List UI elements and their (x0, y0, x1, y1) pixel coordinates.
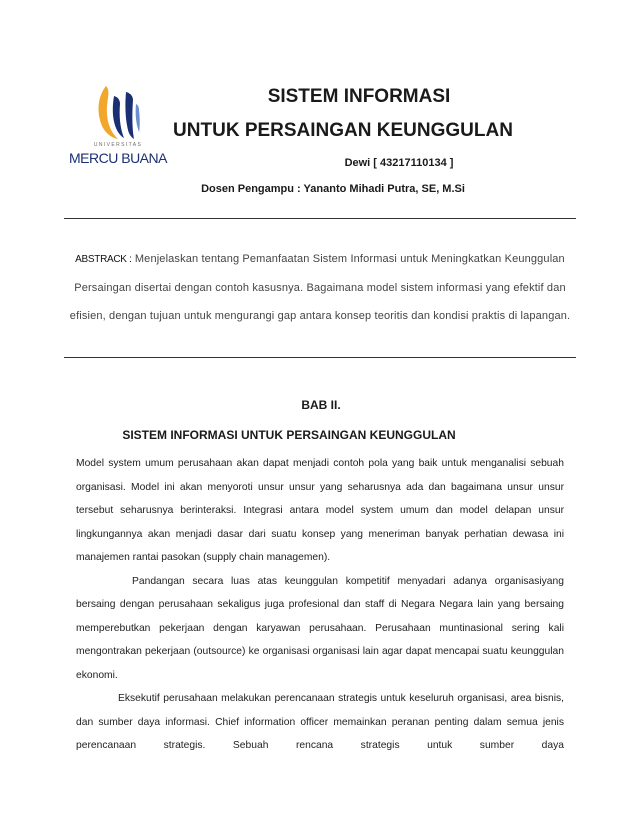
title-line-1: SISTEM INFORMASI (267, 86, 451, 107)
paragraph-2: Pandangan secara luas atas keunggulan kompetitif menyadari adanya organisasiyang bersaing dengan perusahaan sekaligus juga profesional dan staff di Negara Negara lain yang bersaing memperebutkan pekerjaan dengan karyawan perusahaan. Perusahaan muntinasional sering kali mengontrakan pekerjaan (outsource) ke organisasi organisasi lain agar dapat mencapai suatu keunggulan ekonomi. (76, 575, 564, 681)
paragraph-1: Model system umum perusahaan akan dapat menjadi contoh pola yang baik untuk menganalisi sebuah organisasi. Model ini akan menyoroti unsur unsur yang seharusnya ada dan bagaimana unsur unsur tersebut seharusnya berinteraksi. Integrasi antara model system umum dan model delapan unsur lingkungannya akan menjadi dasar dari suatu konsep yang meneriman banyak perhatian dewasa ini manajemen rantai pasokan (supply chain managemen). (76, 458, 564, 563)
divider-top (64, 218, 576, 219)
lecturer-line: Dosen Pengampu : Yananto Mihadi Putra, SE, M.Si (201, 183, 465, 195)
abstract-block (64, 245, 576, 330)
chapter-title: SISTEM INFORMASI UNTUK PERSAINGAN KEUNGGULAN (122, 428, 456, 442)
divider-bottom (64, 357, 576, 358)
body-text (76, 452, 564, 758)
author-line: Dewi [ 43217110134 ] (344, 157, 454, 169)
chapter-number: BAB II. (301, 398, 341, 412)
logo-brand-text: MERCU BUANA (69, 150, 167, 166)
title-line-2: UNTUK PERSAINGAN KEUNGGULAN (173, 120, 513, 141)
paragraph-3: Eksekutif perusahaan melakukan perencanaan strategis untuk keseluruh organisasi, area bisnis, dan sumber daya informasi. Chief information officer memainkan peranan penting dalam semua jenis perencanaan strategis. Sebuah rencana strategis untuk sumber daya (76, 693, 564, 751)
logo-university-text: UNIVERSITAS (93, 142, 143, 148)
abstract-label: ABSTRACK : (75, 254, 132, 265)
abstract-text: Menjelaskan tentang Pemanfaatan Sistem Informasi untuk Meningkatkan Keunggulan Persaingan disertai dengan contoh kasusnya. Bagaimana model sistem informasi yang efektif dan efisien, dengan tujuan untuk mengurangi gap antara konsep teoritis dan kondisi praktis di lapangan. (69, 253, 571, 322)
